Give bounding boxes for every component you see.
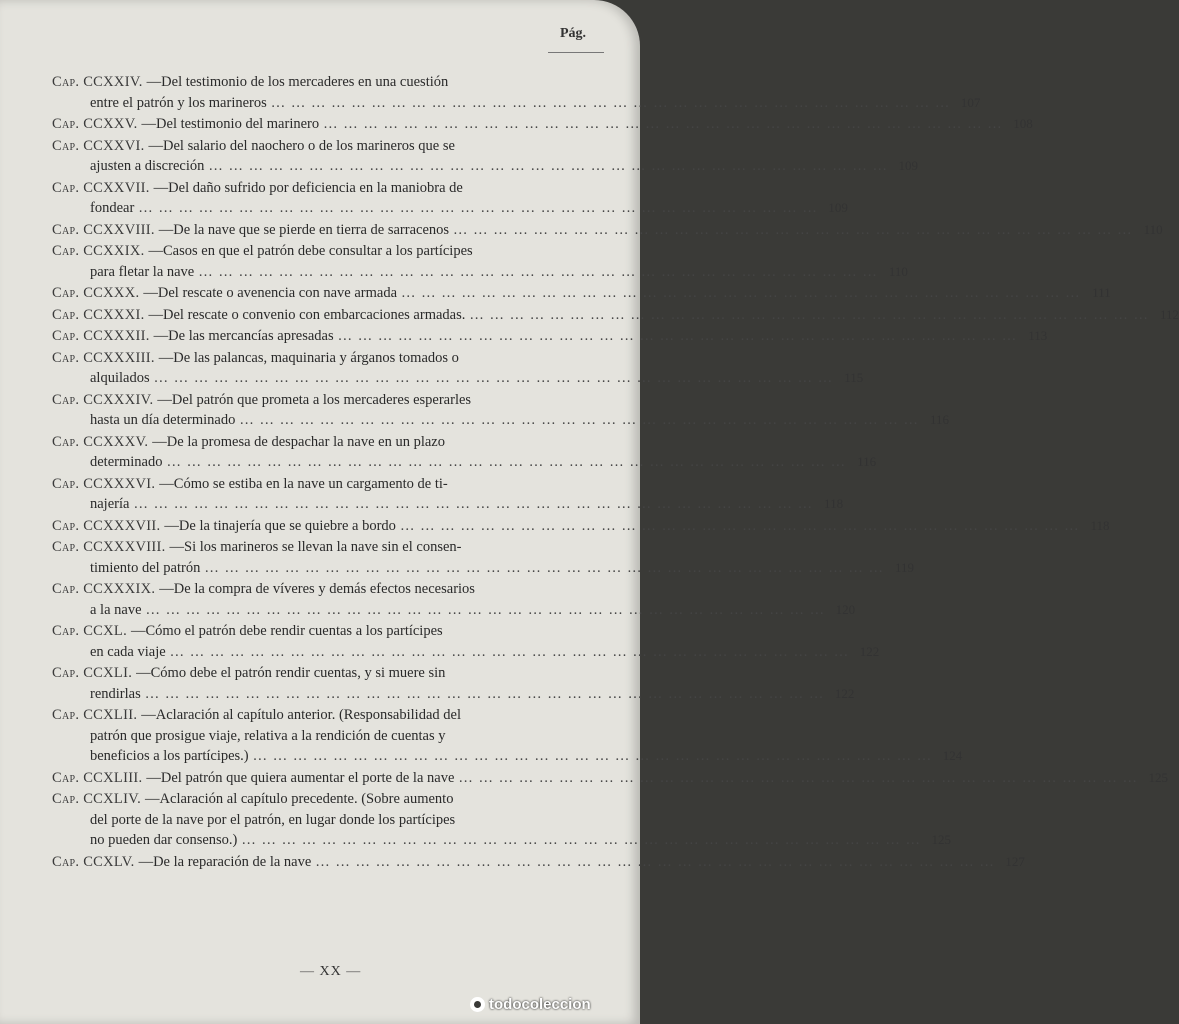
page-number: 116 [857, 454, 877, 469]
watermark-logo-icon [470, 997, 485, 1012]
chapter-title: —Del testimonio del marinero [141, 116, 320, 132]
dot-leader [198, 262, 878, 283]
chapter-title: —De la tinajería que se quiebre a bordo [164, 517, 396, 534]
chapter-title: —De la promesa de despachar la nave en un plazo [152, 433, 445, 450]
chapter-number: Cap. CCXLII. [52, 707, 138, 723]
toc-entry [52, 432, 877, 473]
dot-leader [146, 600, 826, 621]
dot-leader [208, 156, 888, 177]
chapter-title: determinado [90, 454, 163, 470]
page-number: 118 [824, 496, 844, 511]
chapter-title: —Cómo debe el patrón rendir cuentas, y si muere sin [136, 665, 446, 681]
page-number: 107 [960, 94, 981, 110]
toc-entry [52, 579, 856, 620]
chapter-title: rendirlas [90, 685, 141, 702]
chapter-title: —Cómo el patrón debe rendir cuentas a los partícipes [131, 623, 443, 639]
toc-entry [52, 326, 1048, 347]
chapter-title: —De la nave que se pierde en tierra de sarracenos [158, 221, 450, 238]
toc-entry [52, 474, 844, 515]
toc-entry [52, 621, 880, 662]
toc-entry [52, 305, 1179, 326]
chapter-number: Cap. CCXLIV. [52, 791, 142, 807]
chapter-number: Cap. CCXXV. [52, 116, 138, 132]
chapter-number: Cap. CCXXXVIII. [52, 539, 166, 555]
toc-entry [52, 516, 1110, 537]
chapter-title: patrón que prosigue viaje, relativa a la rendición de cuentas y [90, 727, 446, 744]
dot-leader [338, 326, 1018, 347]
chapter-title: ajusten a discreción [90, 158, 205, 174]
dot-leader [469, 305, 1149, 326]
page-number: 115 [844, 370, 864, 385]
table-of-contents [52, 72, 1179, 873]
chapter-title: hasta un día determinado [90, 412, 236, 428]
dot-leader [170, 642, 850, 663]
toc-entry [52, 136, 918, 177]
chapter-title: a la nave [90, 601, 142, 618]
toc-entry [52, 537, 914, 578]
dot-leader [145, 684, 825, 705]
chapter-number: Cap. CCXXIX. [52, 243, 145, 259]
page-number: 125 [931, 832, 951, 847]
chapter-title: —Del salario del naochero o de los marineros que se [148, 137, 455, 154]
dot-leader [166, 452, 846, 473]
page-number: 125 [1148, 769, 1169, 785]
chapter-title: —Aclaración al capítulo precedente. (Sobre aumento [145, 791, 454, 807]
dot-leader [453, 220, 1133, 241]
chapter-title: —Casos en que el patrón debe consultar a los partícipes [148, 243, 473, 259]
toc-entry [52, 663, 855, 704]
chapter-title: fondear [90, 200, 135, 216]
chapter-number: Cap. CCXLV. [52, 853, 135, 870]
page-number: 122 [859, 643, 880, 659]
toc-entry [52, 768, 1169, 789]
page-number: 118 [1090, 517, 1110, 533]
dot-leader [154, 368, 834, 389]
chapter-title: —De las mercancías apresadas [153, 328, 334, 344]
dot-leader [204, 558, 884, 579]
chapter-title: entre el patrón y los marineros [90, 94, 267, 111]
chapter-title: del porte de la nave por el patrón, en lugar donde los partícipes [90, 811, 456, 828]
footer-dash-left: — [300, 964, 315, 979]
chapter-number: Cap. CCXXX. [52, 285, 140, 301]
toc-entry [52, 390, 949, 431]
chapter-title: beneficios a los partícipes.) [90, 748, 249, 764]
chapter-number: Cap. CCXXXVII. [52, 517, 161, 534]
dot-leader [458, 768, 1138, 789]
dot-leader [271, 93, 951, 114]
dot-leader [239, 410, 919, 431]
footer-dash-right: — [346, 964, 362, 979]
chapter-title: —Del rescate o avenencia con nave armada [143, 285, 397, 301]
chapter-title: —De la reparación de la nave [138, 853, 312, 870]
watermark-text: todocoleccion [489, 996, 591, 1013]
page-number: 110 [888, 263, 908, 279]
footer-page-number: XX [319, 964, 342, 979]
chapter-number: Cap. CCXL. [52, 623, 128, 639]
page-number: 127 [1005, 853, 1025, 869]
chapter-number: Cap. CCXXVIII. [52, 221, 155, 238]
dot-leader [401, 283, 1081, 304]
chapter-number: Cap. CCXXVII. [52, 179, 150, 196]
chapter-title: para fletar la nave [90, 263, 195, 280]
chapter-title: —Si los marineros se llevan la nave sin el consen- [169, 539, 462, 555]
page-number: 116 [929, 412, 949, 427]
dot-leader [400, 516, 1080, 537]
toc-entry [52, 705, 963, 767]
chapter-title: —De las palancas, maquinaria y árganos tomados o [158, 349, 459, 366]
dot-leader [241, 830, 921, 851]
toc-entry [52, 283, 1111, 304]
toc-entry [52, 220, 1163, 241]
toc-entry [52, 348, 864, 389]
page-number: 124 [942, 748, 963, 763]
page-number: 109 [828, 200, 848, 215]
chapter-title: —De la compra de víveres y demás efectos necesarios [159, 581, 475, 597]
chapter-title: najería [90, 496, 130, 512]
dot-leader [138, 198, 818, 219]
dot-leader [315, 852, 995, 873]
toc-entry [52, 241, 908, 282]
chapter-number: Cap. CCXXXV. [52, 433, 149, 450]
chapter-number: Cap. CCXLI. [52, 665, 133, 681]
chapter-title: —Del daño sufrido por deficiencia en la maniobra de [153, 179, 463, 196]
page-number: 108 [1013, 116, 1033, 131]
chapter-number: Cap. CCXXVI. [52, 137, 145, 154]
chapter-number: Cap. CCXXIV. [52, 74, 143, 90]
chapter-number: Cap. CCXXXII. [52, 328, 150, 344]
chapter-title: —Del testimonio de los mercaderes en una cuestión [146, 74, 449, 90]
chapter-title: alquilados [90, 370, 150, 386]
chapter-number: Cap. CCXLIII. [52, 769, 143, 786]
chapter-number: Cap. CCXXXVI. [52, 475, 156, 492]
chapter-title: —Aclaración al capítulo anterior. (Responsabilidad del [141, 707, 461, 723]
chapter-number: Cap. CCXXXIX. [52, 581, 156, 597]
page-number: 111 [1092, 285, 1111, 300]
toc-entry [52, 114, 1033, 135]
chapter-title: —Del patrón que prometa a los mercaderes esperarles [157, 391, 472, 408]
header-rule [548, 52, 604, 53]
chapter-number: Cap. CCXXXI. [52, 306, 145, 323]
watermark [470, 996, 591, 1013]
toc-entry [52, 72, 981, 113]
toc-entry [52, 789, 951, 851]
page-number: 119 [894, 559, 914, 575]
page-number: 113 [1028, 328, 1048, 343]
chapter-title: —Del patrón que quiera aumentar el porte de la nave [146, 769, 455, 786]
toc-entry [52, 178, 848, 219]
dot-leader [323, 114, 1003, 135]
page-column-header: Pág. [560, 26, 587, 41]
page-number: 122 [834, 685, 855, 701]
dot-leader [253, 746, 933, 767]
page-number: 112 [1159, 306, 1179, 322]
chapter-title: en cada viaje [90, 643, 166, 660]
chapter-number: Cap. CCXXXIII. [52, 349, 155, 366]
chapter-title: timiento del patrón [90, 559, 201, 576]
chapter-title: —Del rescate o convenio con embarcaciones armadas. [148, 306, 466, 323]
dot-leader [133, 494, 813, 515]
chapter-title: no pueden dar consenso.) [90, 832, 238, 848]
chapter-title: —Cómo se estiba en la nave un cargamento de ti- [159, 475, 448, 492]
chapter-number: Cap. CCXXXIV. [52, 391, 154, 408]
page-footer [300, 964, 361, 980]
page-number: 109 [898, 158, 918, 173]
page-number: 120 [835, 601, 856, 617]
page-number: 110 [1143, 221, 1163, 237]
toc-entry [52, 852, 1025, 873]
